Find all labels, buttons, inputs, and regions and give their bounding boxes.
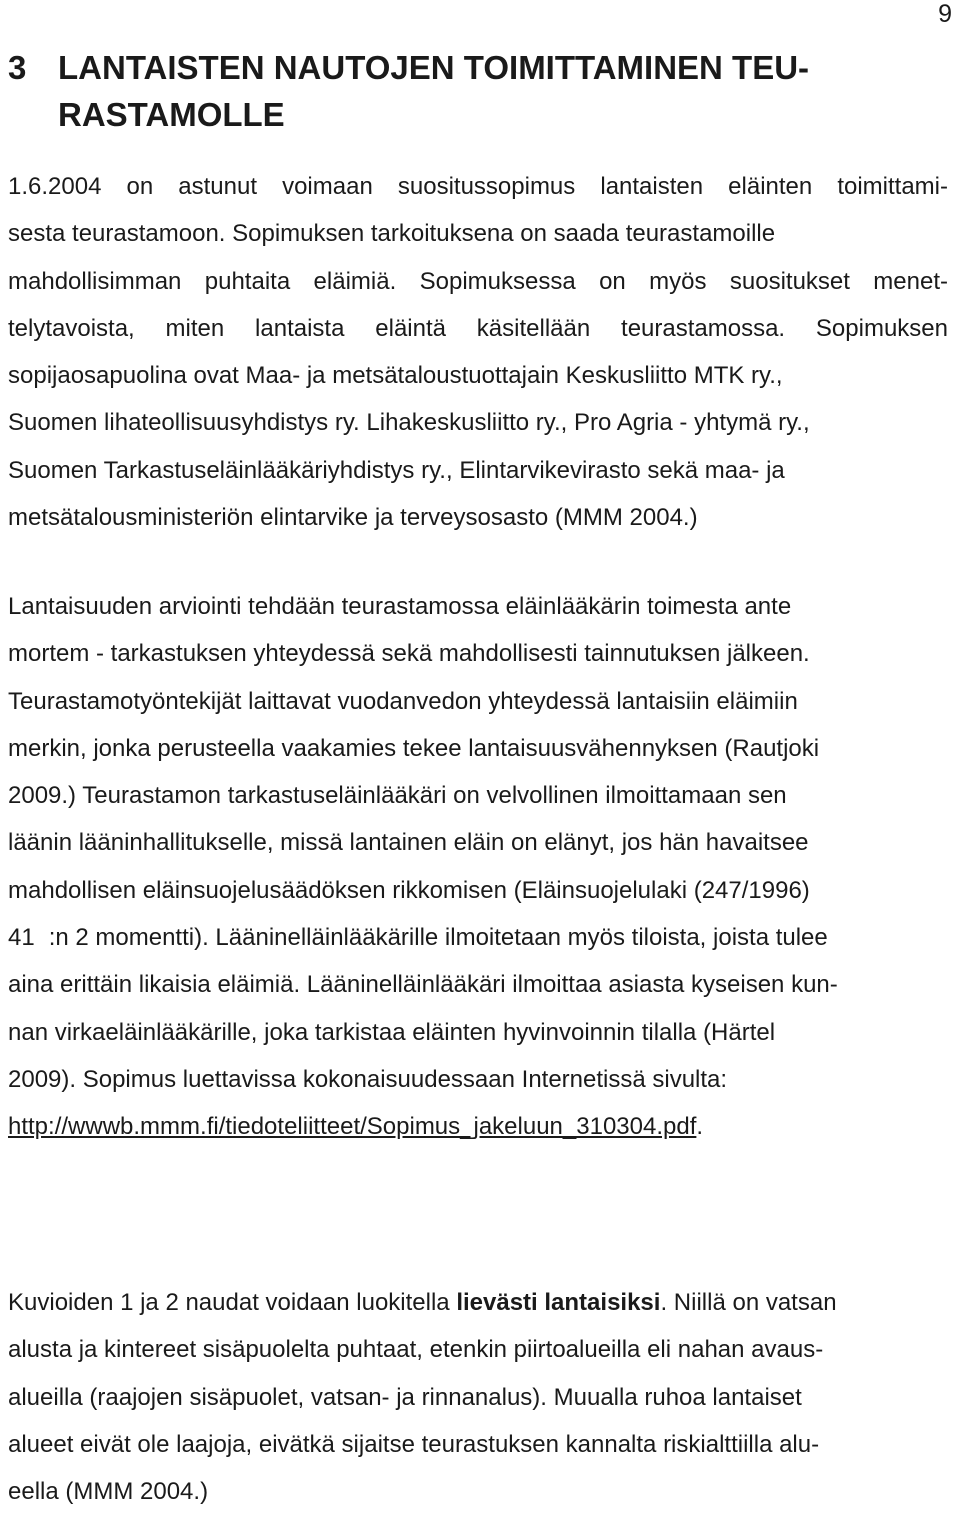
text-line: Teurastamotyöntekijät laittavat vuodanvedon yhteydessä lantaisiin eläimiin [8,687,798,715]
text-line: mahdollisimman puhtaita eläimiä. Sopimuksessa on myös suositukset menet- [8,267,948,295]
section-heading [8,44,809,138]
text-line: Suomen lihateollisuusyhdistys ry. Lihakeskusliitto ry., Pro Agria - yhtymä ry., [8,409,810,437]
paragraph-classification [8,1279,948,1515]
paragraph-agreement [8,163,948,541]
text-line: telytavoista, miten lantaista eläintä käsitellään teurastamossa. Sopimuksen [8,314,948,342]
text-line: mahdollisen eläinsuojelusäädöksen rikkomisen (Eläinsuojelulaki (247/1996) [8,876,810,904]
section-title [58,44,809,138]
bold-term: lievästi lantaisiksi [456,1289,661,1316]
agreement-pdf-link[interactable]: http://wwwb.mmm.fi/tiedoteliitteet/Sopimus_jakeluun_310304.pdf [8,1113,697,1141]
text-line [8,1279,948,1326]
text-line [8,1103,948,1150]
text-line: 1.6.2004 on astunut voimaan suositussopimus lantaisten eläinten toimittami- [8,173,948,200]
section-title-line-2: RASTAMOLLE [58,96,285,133]
text-line [8,914,948,961]
text-fragment: . [696,1113,704,1141]
section-title-line-1: LANTAISTEN NAUTOJEN TOIMITTAMINEN TEU- [58,49,810,86]
text-line: 2009.) Teurastamon tarkastuseläinlääkäri on velvollinen ilmoittamaan sen [8,782,787,810]
text-line: aina erittäin likaisia eläimiä. Lääninelläinlääkäri ilmoittaa asiasta kyseisen kun- [8,971,838,999]
text-line: alusta ja kintereet sisäpuolelta puhtaat, etenkin piirtoalueilla eli nahan avaus- [8,1336,824,1364]
text-line: Lantaisuuden arviointi tehdään teurastamossa eläinlääkärin toimesta ante [8,593,792,620]
text-fragment: :n 2 momentti). Lääninelläinlääkärille ilmoitetaan myös tiloista, joista tulee [48,924,828,952]
text-line: sopijaosapuolina ovat Maa- ja metsätaloustuottajain Keskusliitto MTK ry., [8,362,783,390]
text-line: metsätalousministeriön elintarvike ja terveysosasto (MMM 2004.) [8,504,698,532]
text-line: mortem - tarkastuksen yhteydessä sekä mahdollisesti tainnutuksen jälkeen. [8,640,810,668]
text-fragment: 41 [8,924,35,952]
text-line: läänin lääninhallitukselle, missä lantainen eläin on elänyt, jos hän havaitsee [8,829,809,857]
text-fragment: . Niillä on vatsan [660,1289,837,1316]
text-line: alueilla (raajojen sisäpuolet, vatsan- ja rinnanalus). Muualla ruhoa lantaiset [8,1383,802,1411]
section-number: 3 [8,49,27,86]
page-number: 9 [938,0,952,28]
paragraph-assessment [8,583,948,1151]
text-line: nan virkaeläinlääkärille, joka tarkistaa eläinten hyvinvoinnin tilalla (Härtel [8,1018,776,1046]
text-line: Suomen Tarkastuseläinlääkäriyhdistys ry., Elintarvikevirasto sekä maa- ja [8,456,785,484]
text-line: alueet eivät ole laajoja, eivätkä sijaitse teurastuksen kannalta riskialttiilla alu- [8,1430,820,1458]
text-line: eella (MMM 2004.) [8,1478,209,1506]
text-line: sesta teurastamoon. Sopimuksen tarkoituksena on saada teurastamoille [8,220,776,248]
text-line: merkin, jonka perusteella vaakamies tekee lantaisuusvähennyksen (Rautjoki [8,734,820,762]
text-line: 2009). Sopimus luettavissa kokonaisuudessaan Internetissä sivulta: [8,1065,728,1093]
text-fragment: Kuvioiden 1 ja 2 naudat voidaan luokitella [8,1289,457,1316]
